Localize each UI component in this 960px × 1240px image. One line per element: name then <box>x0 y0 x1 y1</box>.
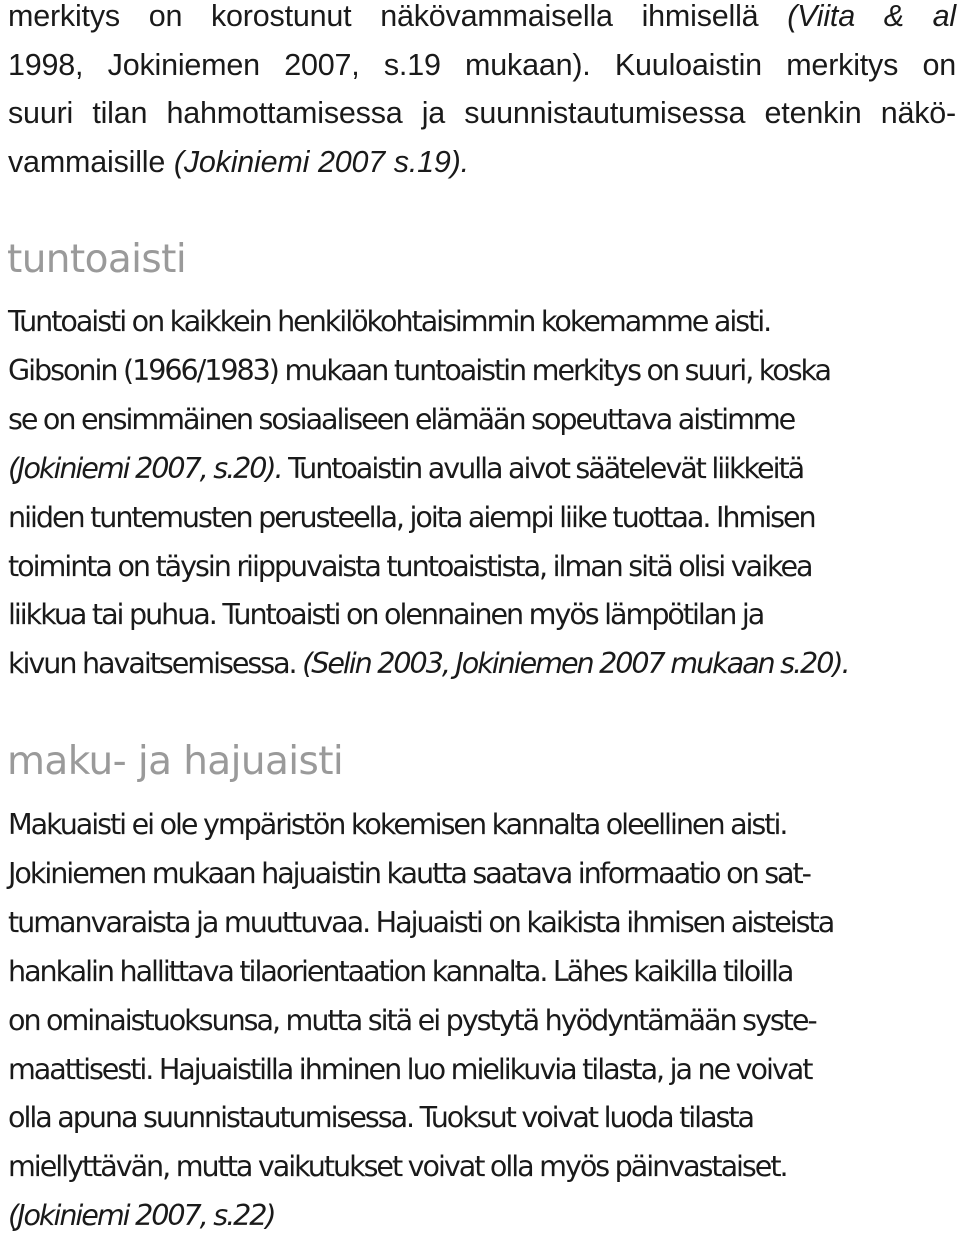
body-line: Tuntoaisti on kaikkein henkilökohtaisimmin kokemamme aisti. <box>8 304 771 338</box>
citation: (Viita & al <box>787 0 956 33</box>
intro-line: vammaisille (Jokiniemi 2007 s.19). <box>8 144 469 179</box>
body-line: tumanvaraista ja muuttuvaa. Hajuaisti on kaikista ihmisen aisteista <box>8 904 834 939</box>
section-paragraph-tuntoaisti <box>8 297 958 688</box>
body-line: Makuaisti ei ole ympäristön kokemisen kannalta oleellinen aisti. <box>8 807 787 841</box>
body-line: Gibsonin (1966/1983) mukaan tuntoaistin merkitys on suuri, koska <box>8 352 831 387</box>
body-line: liikkua tai puhua. Tuntoaisti on olennainen myös lämpötilan ja <box>8 597 764 632</box>
body-line: maattisesti. Hajuaistilla ihminen luo mielikuvia tilasta, ja ne voivat <box>8 1051 812 1086</box>
citation: (Jokiniemi 2007, s.20). <box>8 450 282 485</box>
section-heading-tuntoaisti: tuntoaisti <box>7 237 187 282</box>
section-paragraph-maku-ja-hajuaisti <box>8 800 958 1240</box>
body-line: miellyttävän, mutta vaikutukset voivat olla myös päinvastaiset. <box>8 1149 787 1184</box>
body-line: on ominaistuoksunsa, mutta sitä ei pystytä hyödyntämään syste- <box>8 1002 816 1037</box>
body-line: se on ensimmäinen sosiaaliseen elämään sopeuttava aistimme <box>8 401 795 436</box>
citation: (Jokiniemi 2007 s.19). <box>173 144 469 179</box>
body-line: olla apuna suunnistautumisessa. Tuoksut voivat luoda tilasta <box>8 1100 754 1135</box>
body-line: kivun havaitsemisessa. (Selin 2003, Jokiniemen 2007 mukaan s.20). <box>8 646 849 681</box>
intro-line: suuri tilan hahmottamisessa ja suunnistautumisessa etenkin näkö- <box>8 96 956 131</box>
body-line: (Jokiniemi 2007, s.20). Tuntoaistin avulla aivot säätelevät liikkeitä <box>8 450 804 485</box>
body-line: toiminta on täysin riippuvaista tuntoaistista, ilman sitä olisi vaikea <box>8 548 812 583</box>
body-line: niiden tuntemusten perusteella, joita aiempi liike tuottaa. Ihmisen <box>8 499 815 534</box>
body-line: Jokiniemen mukaan hajuaistin kautta saatava informaatio on sat- <box>8 855 810 890</box>
intro-paragraph <box>8 0 956 186</box>
citation: (Selin 2003, Jokiniemen 2007 mukaan s.20). <box>302 646 849 681</box>
intro-line: merkitys on korostunut näkövammaisella ihmisellä (Viita & al <box>8 0 956 33</box>
section-heading-maku-ja-hajuaisti: maku- ja hajuaisti <box>7 739 344 784</box>
citation: (Jokiniemi 2007, s.22) <box>8 1198 275 1233</box>
intro-line: 1998, Jokiniemen 2007, s.19 mukaan). Kuuloaistin merkitys on <box>8 47 956 82</box>
body-line: hankalin hallittava tilaorientaation kannalta. Lähes kaikilla tiloilla <box>8 953 793 988</box>
